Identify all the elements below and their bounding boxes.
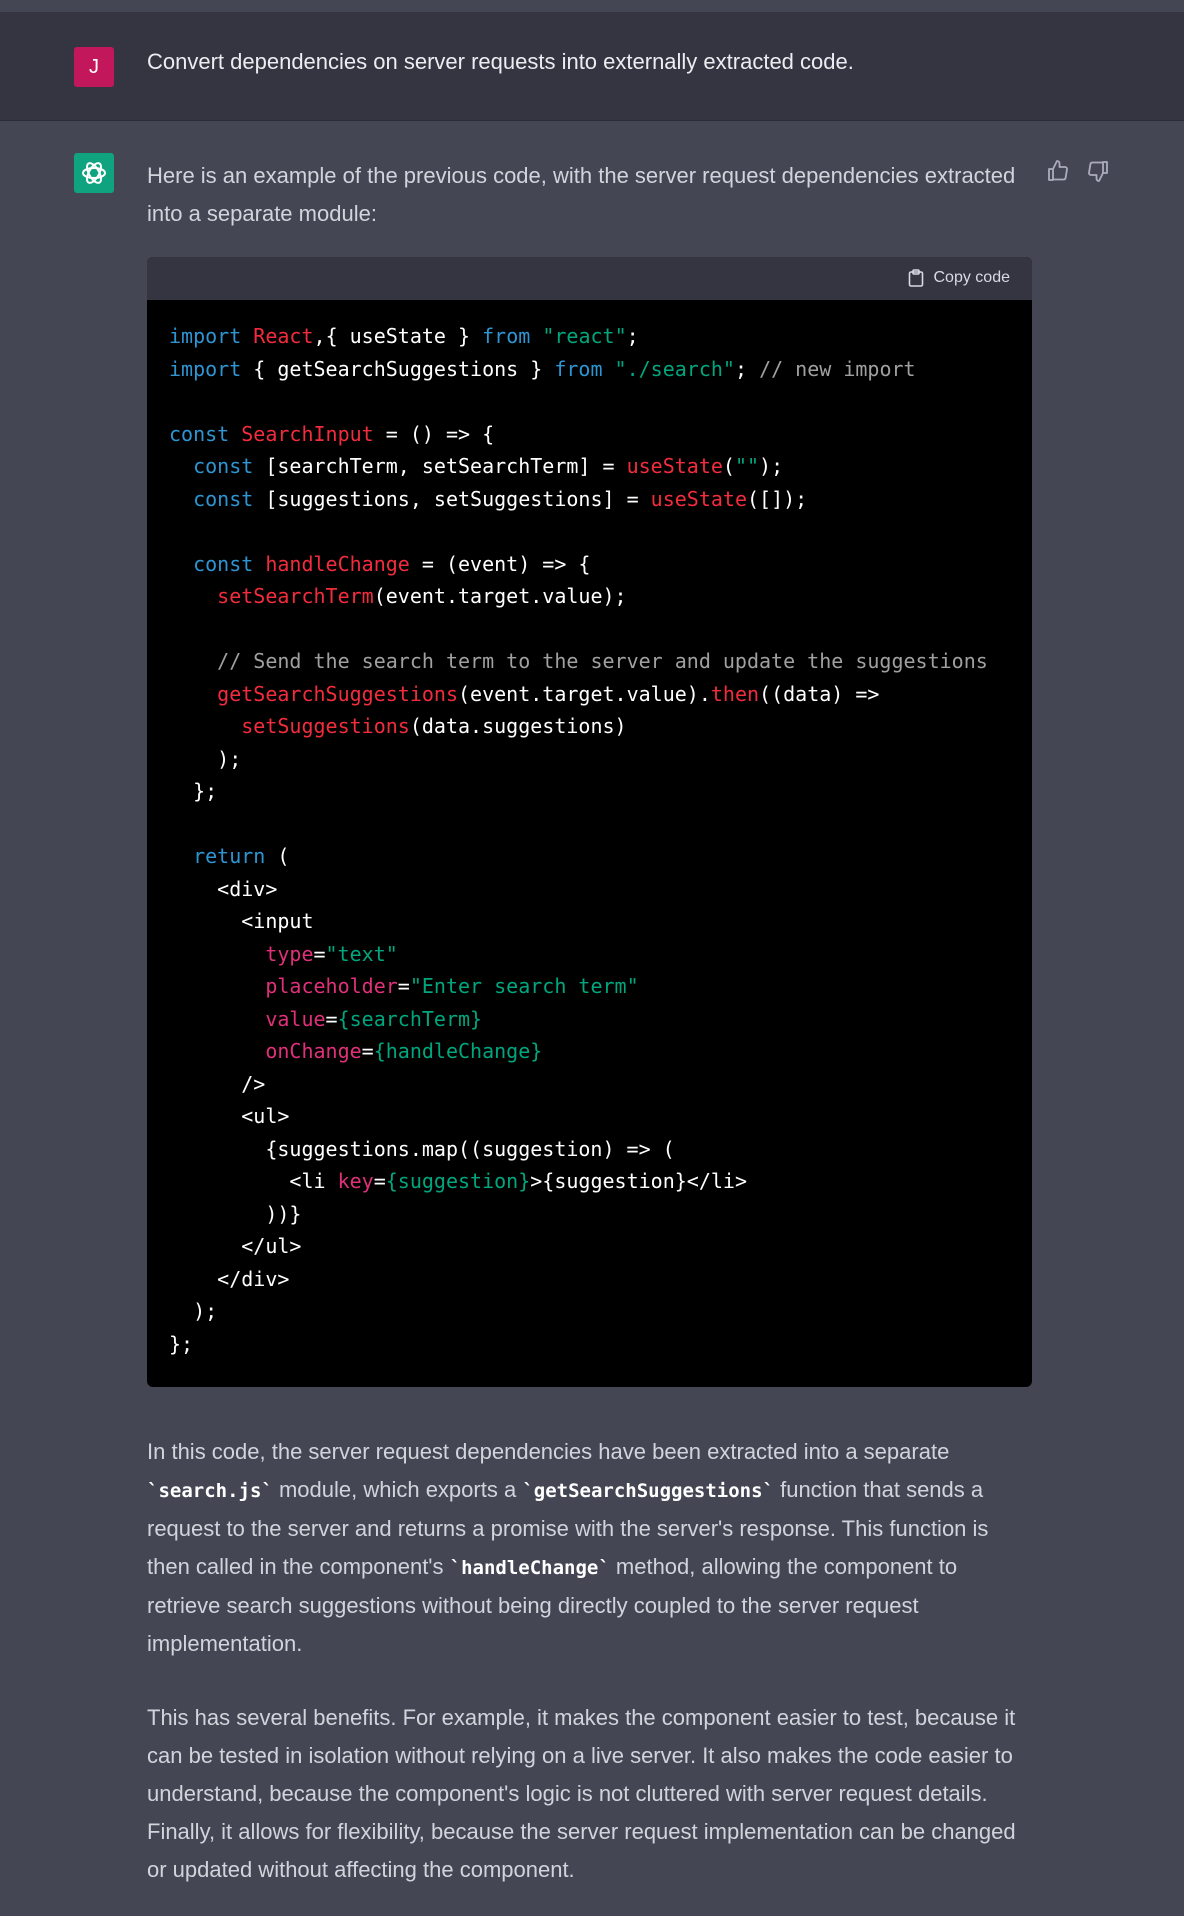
code-line: <ul> [169, 1104, 290, 1128]
code-line: ); [169, 1299, 218, 1323]
code-line: import React,{ useState } from "react"; [169, 324, 639, 348]
user-message-text: Convert dependencies on server requests into externally extracted code. [147, 49, 854, 74]
openai-logo-icon [80, 159, 108, 187]
inline-code: `search.js` [147, 1480, 273, 1502]
code-line: return ( [193, 844, 290, 868]
code-line: getSearchSuggestions(event.target.value).then((data) => [217, 681, 880, 706]
code-line: <input [169, 909, 314, 933]
code-line: const [suggestions, setSuggestions] = useState([]); [193, 486, 808, 511]
assistant-intro-text: Here is an example of the previous code, with the server request dependencies extracted into a separate module: [147, 163, 1016, 226]
code-line: const SearchInput = () => { [169, 421, 495, 446]
code-line: <li key={suggestion}>{suggestion}</li> [169, 1169, 747, 1193]
assistant-message-row [0, 121, 1184, 1916]
code-line: }; [169, 1331, 194, 1356]
user-message-row [0, 12, 1184, 121]
thumbs-down-icon[interactable] [1086, 159, 1110, 183]
code-line: {suggestions.map((suggestion) => ( [169, 1136, 675, 1161]
code-line: <div> [169, 876, 278, 901]
thumbs-up-icon[interactable] [1046, 159, 1070, 183]
inline-code: `handleChange` [449, 1557, 610, 1579]
explanation-paragraph-2: This has several benefits. For example, it makes the component easier to test, because it can be tested in isolation without relying on a live server. It also makes the code easier to understand, because the component's logic is not cluttered with server request details. Finally, it allows for flexibility, because the server request implementation can be changed or updated without affecting the component. [147, 1705, 1016, 1882]
code-content [147, 300, 1032, 1360]
code-line: </ul> [169, 1234, 302, 1258]
code-line: value={searchTerm} [265, 1006, 483, 1031]
code-line: // Send the search term to the server and update the suggestions [217, 649, 988, 673]
code-line: setSearchTerm(event.target.value); [217, 584, 627, 608]
code-line: import { getSearchSuggestions } from "./search"; // new import [169, 356, 916, 381]
code-line: /> [169, 1071, 266, 1096]
code-line: const handleChange = (event) => { [193, 551, 591, 576]
copy-code-button[interactable] [908, 267, 1011, 289]
code-line: }; [169, 779, 218, 803]
code-line: onChange={handleChange} [265, 1039, 543, 1063]
explanation-paragraph-1: In this code, the server request dependencies have been extracted into a separate `search.js` module, which exports a `getSearchSuggestions` function that sends a request to the server and returns a promise with the server's response. This function is then called in the component's `handleChange` method, allowing the component to retrieve search suggestions without being directly coupled to the server request implementation. [147, 1439, 989, 1656]
code-block-header [147, 257, 1032, 300]
user-avatar: J [74, 47, 114, 87]
feedback-buttons [1046, 159, 1110, 183]
code-line: ); [169, 746, 242, 771]
code-line: type="text" [265, 941, 398, 966]
code-line: placeholder="Enter search term" [265, 974, 639, 998]
code-block [147, 257, 1032, 1387]
clipboard-icon [908, 269, 924, 287]
assistant-avatar [74, 153, 114, 193]
code-line: </div> [169, 1266, 290, 1291]
inline-code: `getSearchSuggestions` [522, 1480, 774, 1502]
code-line: ))} [169, 1201, 302, 1226]
code-line: setSuggestions(data.suggestions) [241, 714, 627, 738]
code-line: const [searchTerm, setSearchTerm] = useState(""); [193, 454, 784, 478]
copy-code-label: Copy code [933, 269, 1010, 286]
top-strip [0, 0, 1184, 12]
